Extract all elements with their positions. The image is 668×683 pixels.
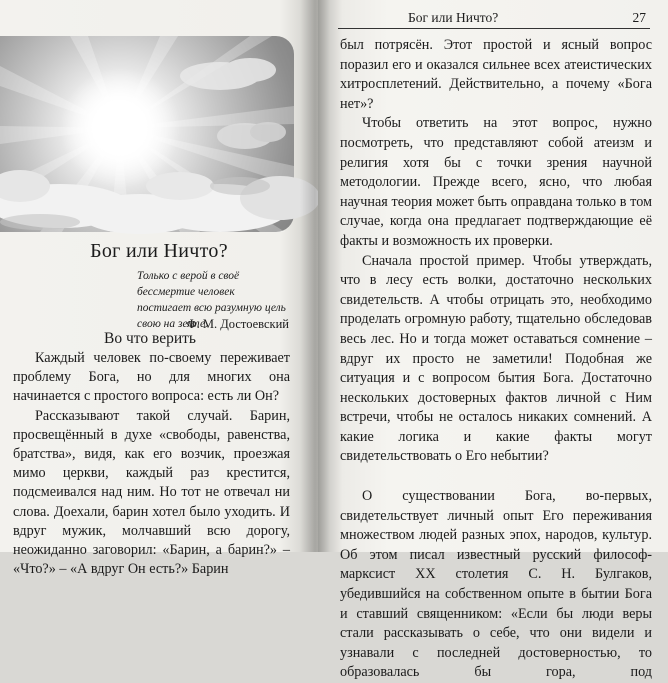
right-body-text	[340, 36, 652, 683]
page-number: 27	[632, 10, 646, 25]
sky-illustration	[0, 36, 294, 232]
paragraph: Чтобы ответить на этот вопрос, нужно посмотреть, что представляют собой атеизм и религия хотя бы с точки зрения научной методологии. Прежде всего, ясно, что любая научная теория может быть оправдана только в том случае, когда она предлагает подтверждающие её факты и возможность их проверки.	[340, 115, 652, 249]
running-head	[318, 10, 668, 28]
paragraph: Сначала простой пример. Чтобы утверждать, что в лесу есть волки, достаточно нескольких свидетельств. А чтобы отрицать это, необходимо проделать огромную работу, тщательно обследовав весь лес. Но и тогда может оставаться сомнение – вдруг их просто не заметили! Подобная же ситуация и с вопросом бытия Бога. Достаточно нескольких достоверных фактов личной с Ним встречи, чтобы не осталось никаких сомнений. А какие логика и какие факты могут свидетельствовать о Его небытии?	[340, 252, 652, 465]
left-page	[0, 0, 318, 578]
sun-rays-clouds-icon	[0, 36, 294, 232]
paragraph: Каждый человек по-своему переживает проблему Бога, но для многих она начинается с простого вопроса: есть ли Он?	[13, 350, 290, 405]
right-page	[318, 0, 668, 681]
section-title: Во что верить	[104, 330, 196, 347]
header-rule	[338, 28, 650, 29]
paragraph: О существовании Бога, во-первых, свидетельствует личный опыт Его переживания множеством людей разных эпох, народов, культур. Об этом писал известный русский философ-марксист XX столетия С. Н. Булгаков, убедившийся на собственном опыте в бытии Бога и ставший священником: «Если бы люди веры стали рассказывать о себе, что они видели и узнавали с последней достоверностью, то образовалась бы гора, под	[340, 488, 652, 681]
left-body-text	[13, 349, 290, 579]
epigraph-author: Ф. М. Достоевский	[186, 317, 289, 331]
paragraph: Рассказывают такой случай. Барин, просвещённый в духе «свободы, равенства, братства», видя, как его возчик, проезжая мимо церкви, каждый раз крестится, подсмеивался над ним. Но тот не отвечал ни слова. Доехали, барин хотел было уходить. И вдруг мужик, молчавший всю дорогу, неожиданно заговорил: «Барин, а барин?» – «Что?» – «А вдруг Он есть?» Барин	[13, 407, 290, 578]
paragraph-gap	[340, 467, 652, 487]
epigraph: Только с верой в своё бессмертие человек постигает всю разумную цель свою на земле.	[137, 270, 286, 330]
chapter-title: Бог или Ничто?	[90, 240, 228, 262]
paragraph: был потрясён. Этот простой и ясный вопрос поразил его и оказался сильнее всех атеистических хитросплетений. Действительно, а почему «Бога нет»?	[340, 37, 652, 112]
running-title: Бог или Ничто?	[408, 10, 499, 25]
book-gutter-shadow	[300, 0, 330, 552]
